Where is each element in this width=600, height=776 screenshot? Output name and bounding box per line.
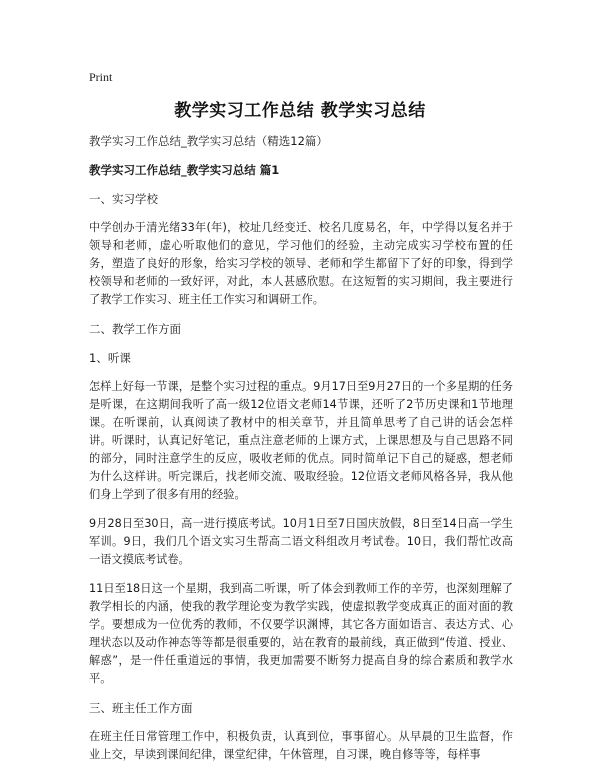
section-heading: 教学实习工作总结_教学实习总结 篇1: [89, 163, 280, 177]
paragraph-lesson-observation: 怎样上好每一节课，是整个实习过程的重点。9月17日至9月27日的一个多星期的任务是听课，在这期间我听了高一级12位语文老师14节课，还听了2节历史课和1节地理课。在听课前，认真阅读了教材中的相关章节，并且简单思考了自己讲的话会怎样讲。听课时，认真记好笔记，重点注意老师的上课方式，上课思想及与自己思路不同的部分，同时注意学生的反应，吸收老师的优点。同时简单记下自己的疑惑，想老师为什么这样讲。听完课后，找老师交流、吸取经验。12位语文老师风格各异，我从他们身上学到了很多有用的经验。: [89, 380, 513, 501]
paragraph-exam-schedule: 9月28日至30日，高一进行摸底考试。10月1日至7日国庆放假，8日至14日高一学生军训。9日，我们几个语文实习生帮高二语文科组改月考试卷。10日，我们帮忙改高一语文摸底考试卷。: [89, 517, 513, 566]
heading-teaching-work: 二、教学工作方面: [89, 322, 181, 336]
document-subtitle: 教学实习工作总结_教学实习总结（精选12篇）: [89, 134, 328, 148]
paragraph-teaching-reflection: 11日至18日这一个星期，我到高二听课，听了体会到教师工作的辛劳，也深刻理解了教学相长的内涵，使我的教学理论变为教学实践，使虚拟教学变成真正的面对面的教学。要想成为一位优秀的教师，不仅要学识渊博，其它各方面如语言、表达方式、心理状态以及动作神态等等都是很重要的，站在教育的最前线，真正做到“传道、授业、解惑”，是一件任重道远的事情，我更加需要不断努力提高自身的综合素质和教学水平。: [89, 582, 513, 685]
document-body: [89, 132, 513, 775]
page-title: 教学实习工作总结 教学实习总结: [174, 101, 426, 121]
heading-class-teacher-work: 三、班主任工作方面: [89, 701, 193, 715]
heading-lesson-observation: 1、听课: [89, 351, 131, 365]
heading-internship-school: 一、实习学校: [89, 192, 158, 206]
paragraph-school-intro: 中学创办于清光绪33年(年)，校址几经变迁、校名几度易名，年，中学得以复名并于领导和老师，虚心听取他们的意见，学习他们的经验，主动完成实习学校布置的任务，塑造了良好的形象，给实习学校的领导、老师和学生都留下了好的印象，得到学校领导和老师的一致好评，对此，本人甚感欣慰。在这短暂的实习期间，我主要进行了教学工作实习、班主任工作实习和调研工作。: [89, 221, 513, 306]
print-label: Print: [89, 70, 113, 84]
paragraph-class-management: 在班主任日常管理工作中，积极负责，认真到位，事事留心。从早晨的卫生监督，作业上交，早读到课间纪律，课堂纪律，午休管理，自习课，晚自修等等，每样事: [89, 730, 513, 761]
